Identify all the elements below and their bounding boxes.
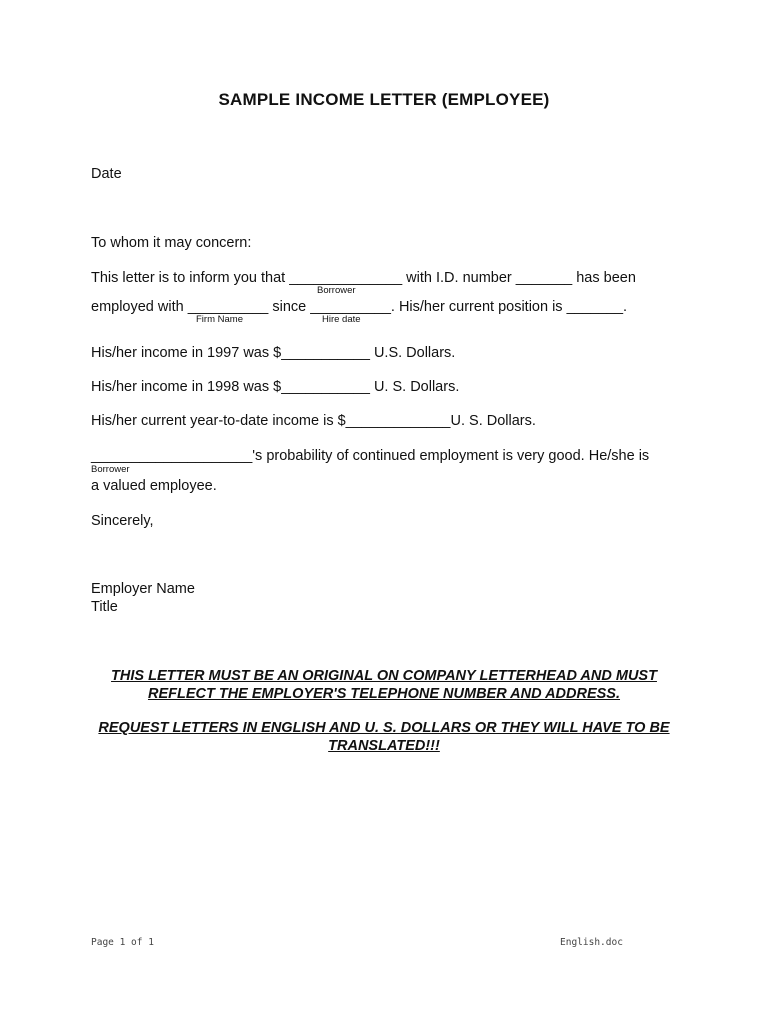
intro-line: This letter is to inform you that ______________ with I.D. number _______ has been xyxy=(91,270,636,286)
footer-filename: English.doc xyxy=(560,937,623,948)
valued-employee-line: a valued employee. xyxy=(91,478,217,494)
date-label: Date xyxy=(91,166,122,182)
employer-title: Title xyxy=(91,599,118,615)
income-1997-line: His/her income in 1997 was $___________ U.S. Dollars. xyxy=(91,345,456,361)
document-title: SAMPLE INCOME LETTER (EMPLOYEE) xyxy=(218,90,550,109)
borrower-caption-2: Borrower xyxy=(91,464,130,475)
closing: Sincerely, xyxy=(91,513,154,529)
hire-date-caption: Hire date xyxy=(322,314,361,325)
income-ytd-line: His/her current year-to-date income is $_____________U. S. Dollars. xyxy=(91,413,536,429)
employer-name: Employer Name xyxy=(91,581,195,597)
income-1998-line: His/her income in 1998 was $___________ U. S. Dollars. xyxy=(91,379,460,395)
footer-page-number: Page 1 of 1 xyxy=(91,937,154,948)
probability-line: ____________________'s probability of continued employment is very good. He/she is xyxy=(91,448,650,464)
borrower-caption: Borrower xyxy=(317,285,356,296)
firm-name-caption: Firm Name xyxy=(196,314,243,325)
employment-line: employed with __________ since __________. His/her current position is _______. xyxy=(91,299,628,315)
salutation: To whom it may concern: xyxy=(91,235,252,251)
letterhead-notice: THIS LETTER MUST BE AN ORIGINAL ON COMPANY LETTERHEAD AND MUST REFLECT THE EMPLOYER'S TELEPHONE NUMBER AND ADDRESS. xyxy=(111,668,657,702)
translation-notice: REQUEST LETTERS IN ENGLISH AND U. S. DOLLARS OR THEY WILL HAVE TO BE TRANSLATED!!! xyxy=(98,720,670,754)
